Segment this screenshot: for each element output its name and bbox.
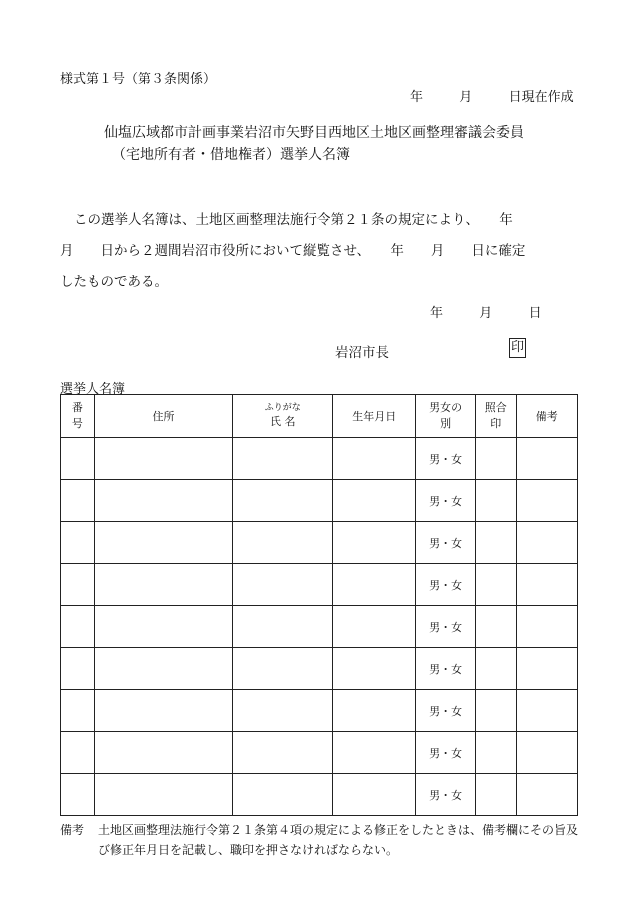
cell-name xyxy=(233,564,333,606)
cell-remarks xyxy=(516,648,577,690)
cell-remarks xyxy=(516,774,577,816)
header-address: 住所 xyxy=(94,395,233,438)
cell-number xyxy=(61,606,95,648)
header-sex: 男女の 別 xyxy=(416,395,476,438)
cell-name xyxy=(233,690,333,732)
body-line-2: 月 日から２週間岩沼市役所において縦覧させ、 年 月 日に確定 xyxy=(60,243,526,259)
created-month: 月 xyxy=(459,90,473,105)
created-date xyxy=(410,86,574,105)
cell-check-seal xyxy=(475,690,516,732)
cell-name xyxy=(233,438,333,480)
cell-sex: 男・女 xyxy=(416,732,476,774)
cell-number xyxy=(61,732,95,774)
form-number: 様式第１号（第３条関係） xyxy=(60,72,217,87)
cell-number xyxy=(61,648,95,690)
cell-number xyxy=(61,774,95,816)
cell-remarks xyxy=(516,438,577,480)
cell-birthdate xyxy=(333,732,416,774)
cell-name xyxy=(233,774,333,816)
sign-month: 月 xyxy=(479,306,493,321)
body-line-1: この選挙人名簿は、土地区画整理法施行令第２１条の規定により、 年 xyxy=(74,212,513,228)
cell-name xyxy=(233,606,333,648)
header-remarks: 備考 xyxy=(516,395,577,438)
cell-remarks xyxy=(516,480,577,522)
cell-sex: 男・女 xyxy=(416,480,476,522)
table-row xyxy=(61,480,578,522)
cell-remarks xyxy=(516,564,577,606)
cell-sex: 男・女 xyxy=(416,564,476,606)
cell-birthdate xyxy=(333,774,416,816)
cell-remarks xyxy=(516,606,577,648)
body-text xyxy=(60,205,575,298)
cell-address xyxy=(94,480,233,522)
cell-check-seal xyxy=(475,438,516,480)
seal-box: 印 xyxy=(509,338,526,358)
cell-number xyxy=(61,438,95,480)
cell-birthdate xyxy=(333,522,416,564)
table-row xyxy=(61,732,578,774)
cell-address xyxy=(94,564,233,606)
created-year: 年 xyxy=(410,90,424,105)
cell-sex: 男・女 xyxy=(416,606,476,648)
cell-sex: 男・女 xyxy=(416,648,476,690)
cell-address xyxy=(94,438,233,480)
cell-address xyxy=(94,648,233,690)
table-row xyxy=(61,522,578,564)
document-title-line1: 仙塩広域都市計画事業岩沼市矢野目西地区土地区画整理審議会委員 xyxy=(104,125,524,141)
header-furigana: ふりがな xyxy=(264,402,301,413)
footnote-text: 土地区画整理法施行令第２１条第４項の規定による修正をしたときは、備考欄にその旨及び修正年月日を記載し、職印を押さなければならない。 xyxy=(98,823,579,857)
cell-birthdate xyxy=(333,648,416,690)
cell-address xyxy=(94,690,233,732)
cell-birthdate xyxy=(333,480,416,522)
cell-check-seal xyxy=(475,732,516,774)
table-row xyxy=(61,690,578,732)
header-number: 番 号 xyxy=(61,395,95,438)
cell-number xyxy=(61,480,95,522)
cell-sex: 男・女 xyxy=(416,522,476,564)
cell-check-seal xyxy=(475,480,516,522)
cell-sex: 男・女 xyxy=(416,774,476,816)
cell-check-seal xyxy=(475,648,516,690)
cell-sex: 男・女 xyxy=(416,690,476,732)
created-day-suffix: 日現在作成 xyxy=(508,90,574,105)
mayor-title: 岩沼市長 xyxy=(335,345,389,361)
cell-remarks xyxy=(516,522,577,564)
cell-sex: 男・女 xyxy=(416,438,476,480)
header-name xyxy=(233,395,333,438)
sign-date xyxy=(430,302,542,321)
sign-day: 日 xyxy=(528,306,542,321)
sign-year: 年 xyxy=(430,306,444,321)
cell-number xyxy=(61,522,95,564)
table-row xyxy=(61,564,578,606)
cell-birthdate xyxy=(333,606,416,648)
cell-address xyxy=(94,774,233,816)
document-title-line2: （宅地所有者・借地権者）選挙人名簿 xyxy=(112,147,350,163)
table-caption: 選挙人名簿 xyxy=(60,382,126,397)
cell-remarks xyxy=(516,690,577,732)
header-name-label: 氏 名 xyxy=(269,414,296,428)
header-birthdate: 生年月日 xyxy=(333,395,416,438)
cell-check-seal xyxy=(475,774,516,816)
cell-birthdate xyxy=(333,438,416,480)
cell-number xyxy=(61,564,95,606)
body-line-3: したものである。 xyxy=(60,274,168,290)
cell-birthdate xyxy=(333,564,416,606)
cell-birthdate xyxy=(333,690,416,732)
cell-address xyxy=(94,606,233,648)
voter-roll-table xyxy=(60,394,578,816)
cell-name xyxy=(233,648,333,690)
cell-number xyxy=(61,690,95,732)
cell-name xyxy=(233,480,333,522)
cell-name xyxy=(233,522,333,564)
cell-name xyxy=(233,732,333,774)
cell-check-seal xyxy=(475,564,516,606)
table-row xyxy=(61,774,578,816)
cell-address xyxy=(94,522,233,564)
footnote-label: 備考 xyxy=(60,823,85,837)
cell-check-seal xyxy=(475,606,516,648)
header-check-seal: 照合 印 xyxy=(475,395,516,438)
cell-remarks xyxy=(516,732,577,774)
table-row xyxy=(61,606,578,648)
table-row xyxy=(61,438,578,480)
cell-address xyxy=(94,732,233,774)
table-header-row xyxy=(61,395,578,438)
table-row xyxy=(61,648,578,690)
cell-check-seal xyxy=(475,522,516,564)
